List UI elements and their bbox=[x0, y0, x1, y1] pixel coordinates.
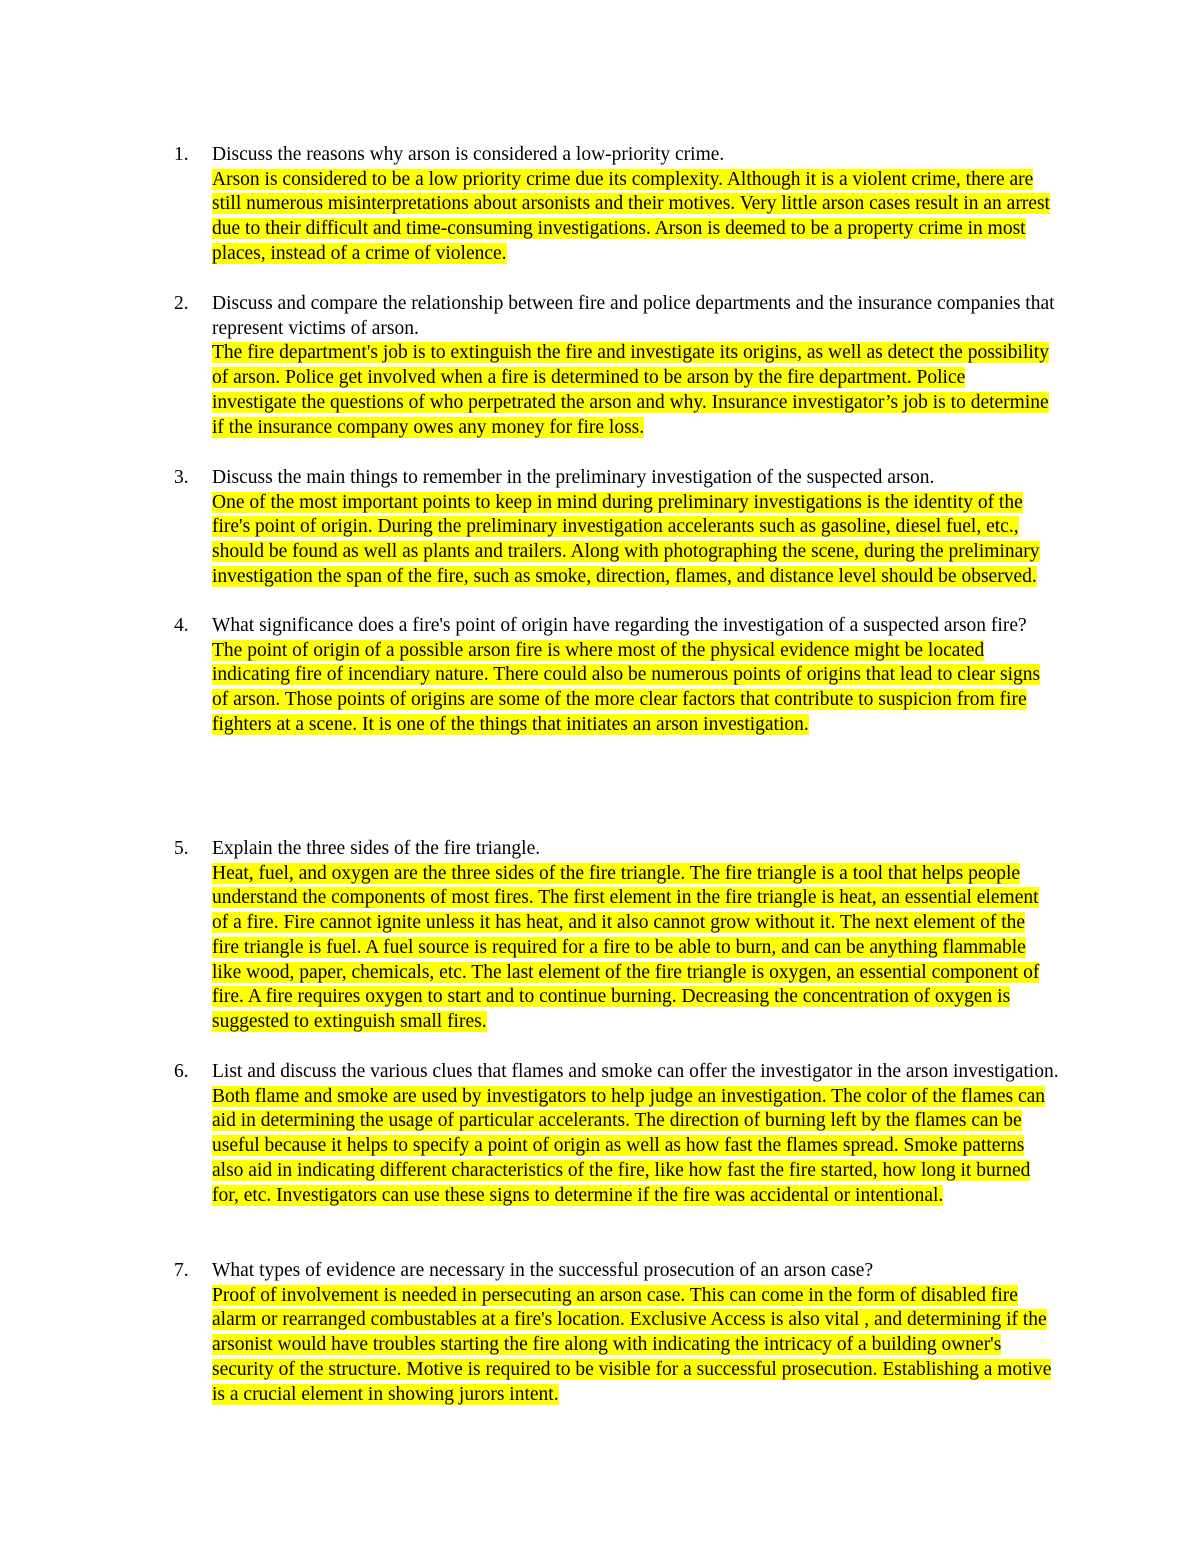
qa-item-4 bbox=[174, 614, 1074, 738]
question-text: Discuss and compare the relationship between fire and police departments and the insurance companies that represent victims of arson. bbox=[212, 293, 1055, 339]
question-text: What types of evidence are necessary in the successful prosecution of an arson case? bbox=[212, 1260, 874, 1281]
qa-item-5 bbox=[174, 837, 1074, 1035]
item-number: 4. bbox=[174, 615, 189, 636]
question-text: Explain the three sides of the fire triangle. bbox=[212, 838, 541, 859]
qa-item-2 bbox=[174, 292, 1074, 440]
answer-text: The point of origin of a possible arson fire is where most of the physical evidence might be located indicating fire of incendiary nature. There could also be numerous points of origins that lead to clear signs of arson. Those points of origins are some of the more clear factors that contribute to suspicion from fire fighters at a scene. It is one of the things that initiates an arson investigation. bbox=[212, 639, 1041, 735]
question-text: Discuss the main things to remember in the preliminary investigation of the suspected arson. bbox=[212, 467, 935, 488]
qa-item-1 bbox=[174, 143, 1074, 267]
item-number: 6. bbox=[174, 1061, 189, 1082]
question-text: Discuss the reasons why arson is considered a low-priority crime. bbox=[212, 144, 725, 165]
answer-text: Heat, fuel, and oxygen are the three sides of the fire triangle. The fire triangle is a tool that helps people understand the components of most fires. The first element in the fire triangle is heat, an essential element of a fire. Fire cannot ignite unless it has heat, and it also cannot grow without it. The next element of the fire triangle is fuel. A fuel source is required for a fire to be able to burn, and can be anything flammable like wood, paper, chemicals, etc. The last element of the fire triangle is oxygen, an essential component of fire. A fire requires oxygen to start and to continue burning. Decreasing the concentration of oxygen is suggested to extinguish small fires. bbox=[212, 862, 1040, 1032]
item-number: 3. bbox=[174, 467, 189, 488]
answer-text: Proof of involvement is needed in persecuting an arson case. This can come in the form of disabled fire alarm or rearranged combustables at a fire's location. Exclusive Access is also vital , and determining if the arsonist would have troubles starting the fire along with indicating the intricacy of a building owner's security of the structure. Motive is required to be visible for a successful prosecution. Establishing a motive is a crucial element in showing jurors intent. bbox=[212, 1284, 1052, 1405]
qa-item-7 bbox=[174, 1259, 1074, 1407]
question-text: What significance does a fire's point of origin have regarding the investigation of a suspected arson fire? bbox=[212, 615, 1027, 636]
answer-text: Both flame and smoke are used by investigators to help judge an investigation. The color of the flames can aid in determining the usage of particular accelerants. The direction of burning left by the flames can be useful because it helps to specify a point of origin as well as how fast the flames spread. Smoke patterns also aid in indicating different characteristics of the fire, like how fast the fire started, how long it burned for, etc. Investigators can use these signs to determine if the fire was accidental or intentional. bbox=[212, 1085, 1046, 1206]
item-number: 1. bbox=[174, 144, 189, 165]
answer-text: The fire department's job is to extinguish the fire and investigate its origins, as well as detect the possibility of arson. Police get involved when a fire is determined to be arson by the fire department. Police investigate the questions of who perpetrated the arson and why. Insurance investigator’s job is to determine if the insurance company owes any money for fire loss. bbox=[212, 342, 1049, 438]
question-text: List and discuss the various clues that flames and smoke can offer the investigator in the arson investigation. bbox=[212, 1061, 1059, 1082]
qa-item-6 bbox=[174, 1060, 1074, 1208]
item-number: 7. bbox=[174, 1260, 189, 1281]
item-number: 5. bbox=[174, 838, 189, 859]
qa-item-3 bbox=[174, 466, 1074, 590]
answer-text: One of the most important points to keep in mind during preliminary investigations is the identity of the fire's point of origin. During the preliminary investigation accelerants such as gasoline, diesel fuel, etc., should be found as well as plants and trailers. Along with photographing the scene, during the preliminary investigation the span of the fire, such as smoke, direction, flames, and distance level should be observed. bbox=[212, 491, 1040, 587]
answer-text: Arson is considered to be a low priority crime due its complexity. Although it is a violent crime, there are still numerous misinterpretations about arsonists and their motives. Very little arson cases result in an arrest due to their difficult and time-consuming investigations. Arson is deemed to be a property crime in most places, instead of a crime of violence. bbox=[212, 168, 1050, 264]
item-number: 2. bbox=[174, 293, 189, 314]
